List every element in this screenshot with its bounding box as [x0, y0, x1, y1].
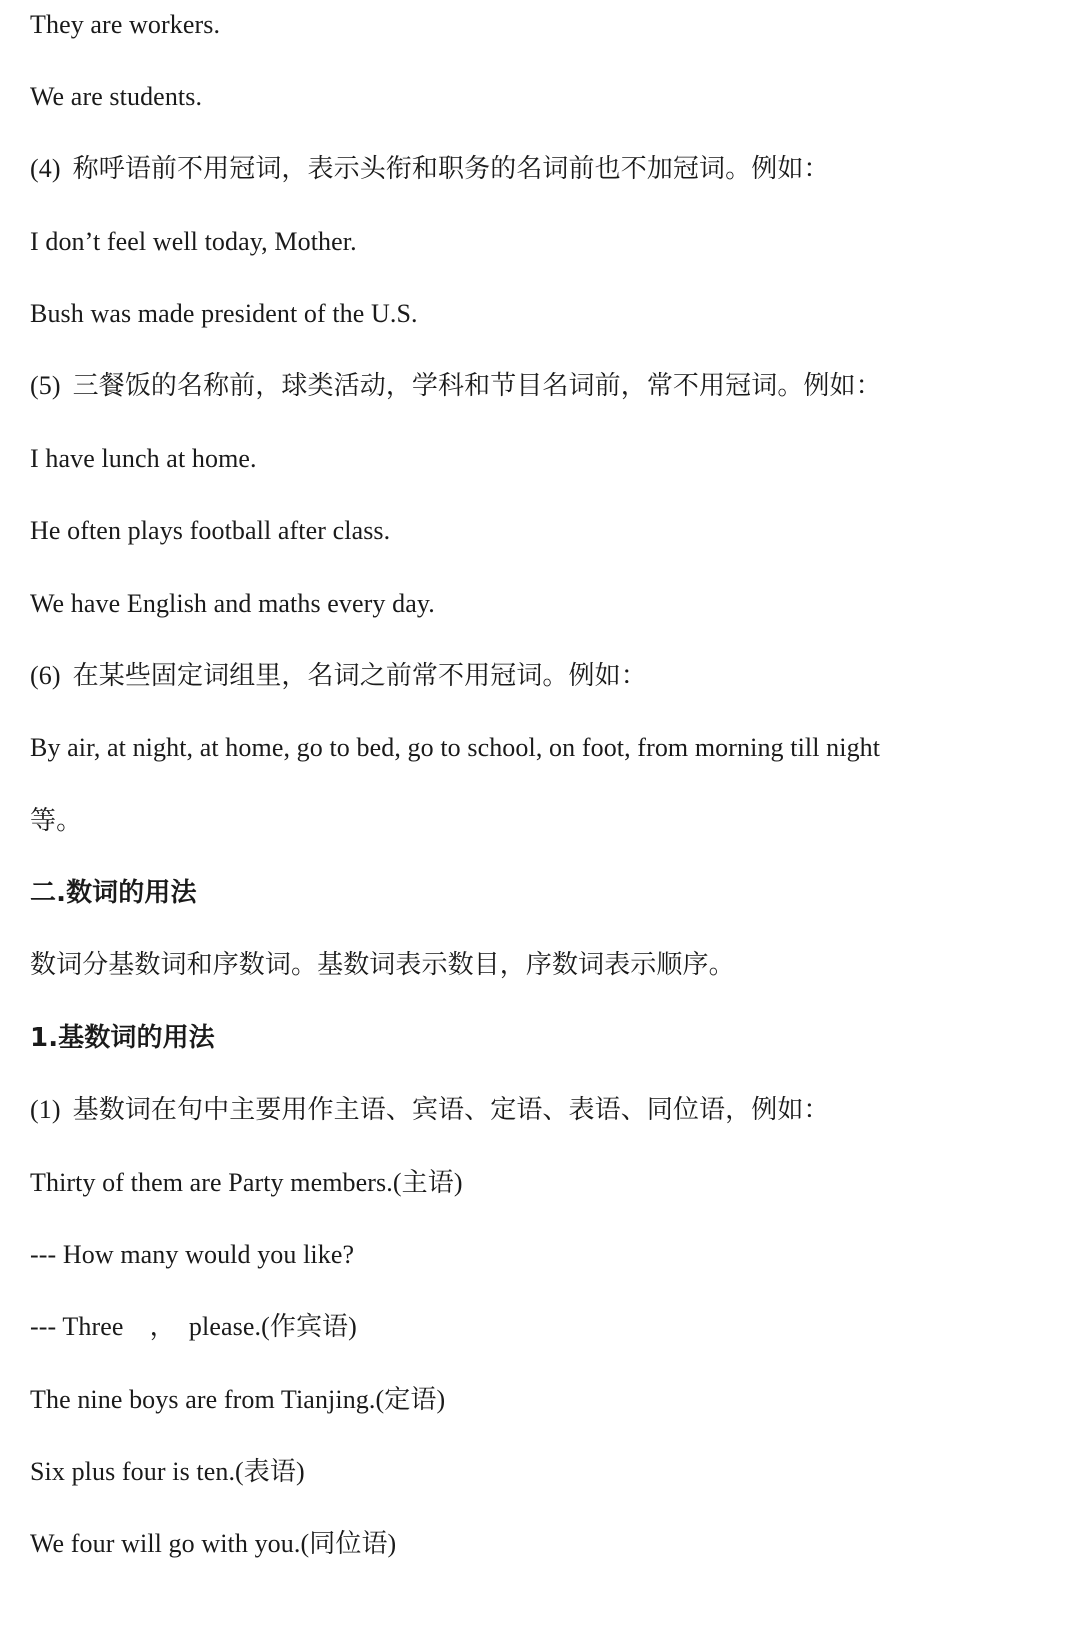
sentence-text: We are students. — [30, 82, 203, 111]
rule-text: 三餐饭的名称前，球类活动，学科和节目名词前，常不用冠词。例如： — [72, 371, 882, 401]
example-sentence — [30, 584, 1060, 624]
rule-item-5 — [30, 366, 1060, 406]
sentence-text: We four will go with you.(同位语) — [30, 1529, 397, 1558]
sentence-text: They are workers. — [30, 10, 221, 39]
rule-text: 基数词在句中主要用作主语、宾语、定语、表语、同位语，例如： — [72, 1095, 830, 1125]
rule-item-4 — [30, 149, 1060, 189]
sentence-text: Bush was made president of the U.S. — [30, 299, 418, 328]
example-sentence — [30, 1380, 1060, 1420]
example-dialogue-question — [30, 1235, 1060, 1275]
example-sentence — [30, 294, 1060, 334]
sentence-text: I don’t feel well today, Mother. — [30, 227, 357, 256]
example-sentence — [30, 439, 1060, 479]
rule-text: 称呼语前不用冠词，表示头衔和职务的名词前也不加冠词。例如： — [72, 154, 830, 184]
example-phrases — [30, 728, 1060, 768]
sentence-text: I have lunch at home. — [30, 444, 257, 473]
sentence-text: The nine boys are from Tianjing.(定语) — [30, 1385, 446, 1414]
example-sentence — [30, 1452, 1060, 1492]
section-intro — [30, 945, 1060, 985]
example-sentence — [30, 77, 1060, 117]
rule-text: 在某些固定词组里，名词之前常不用冠词。例如： — [72, 661, 647, 691]
example-sentence — [30, 222, 1060, 262]
sentence-text: We have English and maths every day. — [30, 589, 435, 618]
rule-number: (4) — [30, 154, 61, 183]
sentence-text: Thirty of them are Party members.(主语) — [30, 1168, 463, 1197]
example-dialogue-answer — [30, 1307, 1060, 1347]
phrases-text: By air, at night, at home, go to bed, go to school, on foot, from morning till night — [30, 733, 881, 762]
heading-text: 1.基数词的用法 — [30, 1023, 215, 1053]
sentence-text: Six plus four is ten.(表语) — [30, 1457, 305, 1486]
example-sentence — [30, 1524, 1060, 1564]
sentence-text: --- How many would you like? — [30, 1240, 355, 1269]
example-phrases-end — [30, 801, 1060, 841]
rule-item-1 — [30, 1090, 1060, 1130]
example-sentence — [30, 511, 1060, 551]
example-sentence — [30, 1163, 1060, 1203]
heading-text: 二.数词的用法 — [30, 878, 197, 908]
subsection-heading-cardinals — [30, 1018, 1060, 1058]
rule-number: (1) — [30, 1095, 61, 1124]
rule-item-6 — [30, 656, 1060, 696]
sentence-text: He often plays football after class. — [30, 516, 391, 545]
example-sentence — [30, 5, 1060, 45]
rule-number: (6) — [30, 661, 61, 690]
rule-number: (5) — [30, 371, 61, 400]
section-heading-numerals — [30, 873, 1060, 913]
sentence-text: --- Three ， please.(作宾语) — [30, 1312, 357, 1341]
phrases-end-text: 等。 — [30, 806, 83, 836]
intro-text: 数词分基数词和序数词。基数词表示数目，序数词表示顺序。 — [30, 950, 735, 980]
